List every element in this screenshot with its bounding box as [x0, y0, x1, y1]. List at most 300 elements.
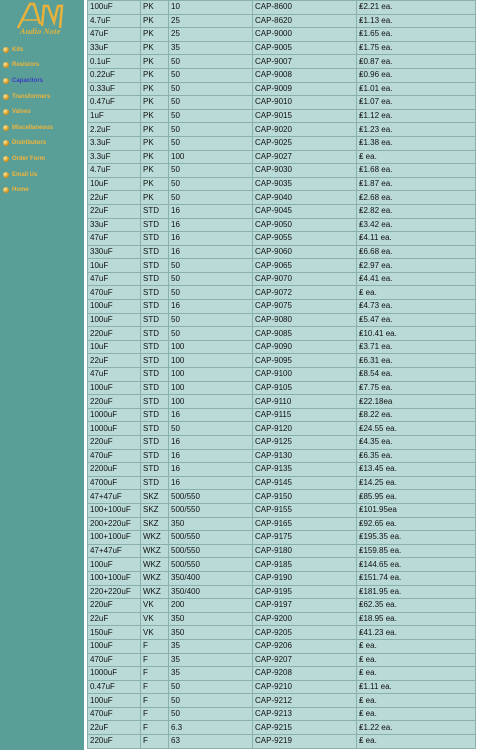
type-cell: PK — [141, 68, 169, 82]
price-cell: ₤1.75 ea. — [357, 41, 476, 55]
voltage-cell: 16 — [169, 476, 253, 490]
part-number-cell: CAP-8620 — [253, 14, 357, 28]
type-cell: PK — [141, 164, 169, 178]
capacitance-cell: 220uF — [88, 327, 141, 341]
price-cell: ₤4.73 ea. — [357, 300, 476, 314]
part-number-cell: CAP-9020 — [253, 123, 357, 137]
capacitance-cell: 3.3uF — [88, 136, 141, 150]
price-cell: ₤1.01 ea. — [357, 82, 476, 96]
part-number-cell: CAP-9215 — [253, 721, 357, 735]
voltage-cell: 10 — [169, 1, 253, 15]
table-row — [88, 82, 476, 96]
table-row — [88, 653, 476, 667]
bullet-icon — [3, 78, 9, 84]
part-number-cell: CAP-9197 — [253, 599, 357, 613]
capacitance-cell: 47uF — [88, 368, 141, 382]
nav-item-miscellaneous[interactable] — [0, 120, 84, 136]
type-cell: STD — [141, 436, 169, 450]
voltage-cell: 100 — [169, 368, 253, 382]
voltage-cell: 50 — [169, 313, 253, 327]
table-row — [88, 28, 476, 42]
type-cell: STD — [141, 300, 169, 314]
table-row — [88, 259, 476, 273]
table-row — [88, 55, 476, 69]
type-cell: F — [141, 707, 169, 721]
type-cell: F — [141, 735, 169, 749]
bullet-icon — [3, 140, 9, 146]
table-row — [88, 422, 476, 436]
price-cell: ₤2.97 ea. — [357, 259, 476, 273]
nav-item-distributors[interactable] — [0, 136, 84, 152]
logo-text: Audio Note — [20, 27, 61, 36]
table-row — [88, 707, 476, 721]
table-row — [88, 721, 476, 735]
part-number-cell: CAP-9120 — [253, 422, 357, 436]
voltage-cell: 16 — [169, 232, 253, 246]
nav-item-transformers[interactable] — [0, 89, 84, 105]
price-cell: ₤7.75 ea. — [357, 381, 476, 395]
type-cell: STD — [141, 463, 169, 477]
part-number-cell: CAP-9050 — [253, 218, 357, 232]
price-cell: ₤14.25 ea. — [357, 476, 476, 490]
audio-note-logo[interactable] — [4, 0, 80, 40]
type-cell: F — [141, 694, 169, 708]
bullet-icon — [3, 156, 9, 162]
capacitance-cell: 470uF — [88, 449, 141, 463]
price-cell: ₤3.71 ea. — [357, 340, 476, 354]
type-cell: STD — [141, 286, 169, 300]
part-number-cell: CAP-9065 — [253, 259, 357, 273]
nav-label: Email Us — [12, 171, 38, 178]
voltage-cell: 350/400 — [169, 571, 253, 585]
nav-item-kits[interactable] — [0, 42, 84, 58]
price-cell: ₤4.11 ea. — [357, 232, 476, 246]
voltage-cell: 16 — [169, 218, 253, 232]
price-cell: ₤41.23 ea. — [357, 626, 476, 640]
part-number-cell: CAP-9090 — [253, 340, 357, 354]
voltage-cell: 63 — [169, 735, 253, 749]
type-cell: F — [141, 667, 169, 681]
price-cell: ₤2.21 ea. — [357, 1, 476, 15]
table-row — [88, 68, 476, 82]
table-row — [88, 463, 476, 477]
part-number-cell: CAP-9205 — [253, 626, 357, 640]
voltage-cell: 16 — [169, 463, 253, 477]
part-number-cell: CAP-9206 — [253, 639, 357, 653]
part-number-cell: CAP-9027 — [253, 150, 357, 164]
capacitance-cell: 100uF — [88, 558, 141, 572]
voltage-cell: 50 — [169, 707, 253, 721]
part-number-cell: CAP-9135 — [253, 463, 357, 477]
table-row — [88, 490, 476, 504]
price-cell: ₤0.87 ea. — [357, 55, 476, 69]
capacitance-cell: 47+47uF — [88, 490, 141, 504]
part-number-cell: CAP-9045 — [253, 204, 357, 218]
nav-label: Capacitors — [12, 77, 44, 84]
price-cell: ₤1.11 ea. — [357, 680, 476, 694]
type-cell: F — [141, 680, 169, 694]
voltage-cell: 50 — [169, 680, 253, 694]
type-cell: STD — [141, 204, 169, 218]
table-row — [88, 476, 476, 490]
content-area — [87, 0, 478, 750]
voltage-cell: 500/550 — [169, 531, 253, 545]
table-row — [88, 191, 476, 205]
voltage-cell: 350 — [169, 612, 253, 626]
table-row — [88, 395, 476, 409]
voltage-cell: 100 — [169, 395, 253, 409]
capacitance-cell: 33uF — [88, 41, 141, 55]
part-number-cell: CAP-9210 — [253, 680, 357, 694]
type-cell: STD — [141, 368, 169, 382]
type-cell: PK — [141, 136, 169, 150]
bullet-icon — [3, 94, 9, 100]
part-number-cell: CAP-9070 — [253, 272, 357, 286]
price-cell: ₤92.65 ea. — [357, 517, 476, 531]
part-number-cell: CAP-9213 — [253, 707, 357, 721]
capacitance-cell: 100+100uF — [88, 503, 141, 517]
nav-item-order-form[interactable] — [0, 151, 84, 167]
type-cell: STD — [141, 259, 169, 273]
type-cell: PK — [141, 41, 169, 55]
table-row — [88, 313, 476, 327]
price-cell: ₤144.65 ea. — [357, 558, 476, 572]
capacitance-cell: 0.1uF — [88, 55, 141, 69]
voltage-cell: 200 — [169, 599, 253, 613]
type-cell: VK — [141, 612, 169, 626]
part-number-cell: CAP-9100 — [253, 368, 357, 382]
table-row — [88, 177, 476, 191]
type-cell: STD — [141, 340, 169, 354]
nav-label: Home — [12, 187, 29, 194]
part-number-cell: CAP-9035 — [253, 177, 357, 191]
type-cell: WKZ — [141, 531, 169, 545]
table-row — [88, 204, 476, 218]
part-number-cell: CAP-9200 — [253, 612, 357, 626]
capacitance-cell: 2.2uF — [88, 123, 141, 137]
voltage-cell: 35 — [169, 639, 253, 653]
part-number-cell: CAP-9010 — [253, 96, 357, 110]
bullet-icon — [3, 109, 9, 115]
part-number-cell: CAP-9175 — [253, 531, 357, 545]
type-cell: F — [141, 639, 169, 653]
table-row — [88, 408, 476, 422]
type-cell: PK — [141, 55, 169, 69]
type-cell: STD — [141, 408, 169, 422]
price-cell: ₤195.35 ea. — [357, 531, 476, 545]
type-cell: STD — [141, 245, 169, 259]
capacitance-cell: 0.47uF — [88, 680, 141, 694]
price-cell: ₤18.95 ea. — [357, 612, 476, 626]
part-number-cell: CAP-9072 — [253, 286, 357, 300]
price-cell: ₤1.23 ea. — [357, 123, 476, 137]
part-number-cell: CAP-9040 — [253, 191, 357, 205]
type-cell: STD — [141, 395, 169, 409]
price-cell: ₤6.68 ea. — [357, 245, 476, 259]
voltage-cell: 35 — [169, 41, 253, 55]
table-row — [88, 667, 476, 681]
price-cell: ₤101.95ea — [357, 503, 476, 517]
part-number-cell: CAP-9207 — [253, 653, 357, 667]
type-cell: WKZ — [141, 558, 169, 572]
capacitance-cell: 220uF — [88, 735, 141, 749]
price-cell: ₤0.96 ea. — [357, 68, 476, 82]
type-cell: STD — [141, 476, 169, 490]
capacitance-cell: 22uF — [88, 721, 141, 735]
voltage-cell: 50 — [169, 55, 253, 69]
part-number-cell: CAP-9025 — [253, 136, 357, 150]
capacitance-cell: 4700uF — [88, 476, 141, 490]
bullet-icon — [3, 172, 9, 178]
capacitance-cell: 0.47uF — [88, 96, 141, 110]
table-row — [88, 544, 476, 558]
table-row — [88, 599, 476, 613]
part-number-cell: CAP-9060 — [253, 245, 357, 259]
type-cell: STD — [141, 327, 169, 341]
table-row — [88, 150, 476, 164]
type-cell: PK — [141, 109, 169, 123]
price-cell: ₤1.68 ea. — [357, 164, 476, 178]
capacitance-cell: 200+220uF — [88, 517, 141, 531]
nav-item-capacitors[interactable] — [0, 73, 84, 89]
capacitance-cell: 470uF — [88, 286, 141, 300]
capacitance-cell: 10uF — [88, 259, 141, 273]
table-row — [88, 109, 476, 123]
capacitance-cell: 100+100uF — [88, 531, 141, 545]
table-row — [88, 272, 476, 286]
price-cell: ₤1.13 ea. — [357, 14, 476, 28]
type-cell: PK — [141, 191, 169, 205]
part-number-cell: CAP-9007 — [253, 55, 357, 69]
table-row — [88, 164, 476, 178]
part-number-cell: CAP-9115 — [253, 408, 357, 422]
type-cell: STD — [141, 354, 169, 368]
capacitance-cell: 100uF — [88, 1, 141, 15]
price-cell: ₤5.47 ea. — [357, 313, 476, 327]
voltage-cell: 16 — [169, 408, 253, 422]
voltage-cell: 100 — [169, 150, 253, 164]
voltage-cell: 500/550 — [169, 503, 253, 517]
bullet-icon — [3, 187, 9, 193]
capacitance-cell: 100uF — [88, 694, 141, 708]
nav-label: Resistors — [12, 62, 40, 69]
table-row — [88, 680, 476, 694]
voltage-cell: 50 — [169, 96, 253, 110]
voltage-cell: 50 — [169, 68, 253, 82]
part-number-cell: CAP-9110 — [253, 395, 357, 409]
nav-item-email-us[interactable] — [0, 167, 84, 183]
price-cell: ₤ ea. — [357, 150, 476, 164]
voltage-cell: 35 — [169, 653, 253, 667]
capacitance-cell: 47uF — [88, 28, 141, 42]
type-cell: STD — [141, 272, 169, 286]
voltage-cell: 50 — [169, 694, 253, 708]
table-row — [88, 381, 476, 395]
table-row — [88, 286, 476, 300]
voltage-cell: 100 — [169, 354, 253, 368]
capacitance-cell: 22uF — [88, 612, 141, 626]
price-cell: ₤ ea. — [357, 735, 476, 749]
nav-menu — [0, 42, 84, 198]
table-row — [88, 436, 476, 450]
part-number-cell: CAP-9080 — [253, 313, 357, 327]
type-cell: WKZ — [141, 571, 169, 585]
price-cell: ₤24.55 ea. — [357, 422, 476, 436]
type-cell: PK — [141, 96, 169, 110]
voltage-cell: 50 — [169, 327, 253, 341]
part-number-cell: CAP-9015 — [253, 109, 357, 123]
price-cell: ₤13.45 ea. — [357, 463, 476, 477]
type-cell: PK — [141, 150, 169, 164]
price-cell: ₤85.95 ea. — [357, 490, 476, 504]
voltage-cell: 500/550 — [169, 544, 253, 558]
price-cell: ₤1.38 ea. — [357, 136, 476, 150]
voltage-cell: 50 — [169, 123, 253, 137]
table-row — [88, 368, 476, 382]
nav-label: Distributors — [12, 140, 47, 147]
type-cell: PK — [141, 177, 169, 191]
capacitance-cell: 100uF — [88, 313, 141, 327]
price-cell: ₤151.74 ea. — [357, 571, 476, 585]
part-number-cell: CAP-9030 — [253, 164, 357, 178]
table-row — [88, 449, 476, 463]
capacitance-cell: 100+100uF — [88, 571, 141, 585]
voltage-cell: 50 — [169, 191, 253, 205]
table-row — [88, 735, 476, 749]
part-number-cell: CAP-9190 — [253, 571, 357, 585]
part-number-cell: CAP-9195 — [253, 585, 357, 599]
price-cell: ₤ ea. — [357, 286, 476, 300]
type-cell: STD — [141, 381, 169, 395]
type-cell: SKZ — [141, 503, 169, 517]
price-cell: ₤1.07 ea. — [357, 96, 476, 110]
table-row — [88, 503, 476, 517]
part-number-cell: CAP-9008 — [253, 68, 357, 82]
price-cell: ₤8.54 ea. — [357, 368, 476, 382]
voltage-cell: 16 — [169, 436, 253, 450]
table-row — [88, 327, 476, 341]
price-cell: ₤4.41 ea. — [357, 272, 476, 286]
price-cell: ₤ ea. — [357, 667, 476, 681]
price-cell: ₤ ea. — [357, 639, 476, 653]
voltage-cell: 100 — [169, 340, 253, 354]
price-cell: ₤ ea. — [357, 707, 476, 721]
capacitance-cell: 22uF — [88, 191, 141, 205]
nav-label: Valves — [12, 109, 31, 116]
capacitance-cell: 4.7uF — [88, 14, 141, 28]
capacitance-cell: 220+220uF — [88, 585, 141, 599]
table-row — [88, 1, 476, 15]
capacitance-cell: 0.22uF — [88, 68, 141, 82]
voltage-cell: 50 — [169, 259, 253, 273]
voltage-cell: 350 — [169, 517, 253, 531]
price-cell: ₤62.35 ea. — [357, 599, 476, 613]
type-cell: PK — [141, 28, 169, 42]
type-cell: SKZ — [141, 490, 169, 504]
table-row — [88, 354, 476, 368]
voltage-cell: 6.3 — [169, 721, 253, 735]
table-row — [88, 14, 476, 28]
type-cell: PK — [141, 1, 169, 15]
capacitance-cell: 47uF — [88, 232, 141, 246]
table-row — [88, 232, 476, 246]
capacitance-cell: 2200uF — [88, 463, 141, 477]
capacitance-cell: 330uF — [88, 245, 141, 259]
capacitance-cell: 150uF — [88, 626, 141, 640]
price-cell: ₤ ea. — [357, 653, 476, 667]
nav-label: Order Form — [12, 155, 46, 162]
capacitance-cell: 47+47uF — [88, 544, 141, 558]
capacitance-cell: 220uF — [88, 395, 141, 409]
part-number-cell: CAP-9055 — [253, 232, 357, 246]
type-cell: PK — [141, 14, 169, 28]
part-number-cell: CAP-9165 — [253, 517, 357, 531]
price-cell: ₤22.18ea — [357, 395, 476, 409]
type-cell: STD — [141, 232, 169, 246]
capacitance-cell: 0.33uF — [88, 82, 141, 96]
nav-label: Miscellaneous — [12, 124, 54, 131]
nav-label: Kits — [12, 46, 24, 53]
capacitance-cell: 1uF — [88, 109, 141, 123]
part-number-cell: CAP-9005 — [253, 41, 357, 55]
voltage-cell: 50 — [169, 164, 253, 178]
type-cell: SKZ — [141, 517, 169, 531]
type-cell: WKZ — [141, 544, 169, 558]
voltage-cell: 25 — [169, 14, 253, 28]
price-cell: ₤181.95 ea. — [357, 585, 476, 599]
table-row — [88, 340, 476, 354]
voltage-cell: 50 — [169, 422, 253, 436]
table-row — [88, 136, 476, 150]
nav-item-home[interactable] — [0, 182, 84, 198]
price-cell: ₤1.12 ea. — [357, 109, 476, 123]
voltage-cell: 50 — [169, 272, 253, 286]
voltage-cell: 50 — [169, 109, 253, 123]
price-cell: ₤8.22 ea. — [357, 408, 476, 422]
capacitance-cell: 22uF — [88, 204, 141, 218]
capacitance-cell: 1000uF — [88, 408, 141, 422]
table-row — [88, 558, 476, 572]
part-number-cell: CAP-9105 — [253, 381, 357, 395]
price-cell: ₤1.22 ea. — [357, 721, 476, 735]
table-row — [88, 41, 476, 55]
capacitance-cell: 100uF — [88, 639, 141, 653]
capacitance-cell: 1000uF — [88, 667, 141, 681]
nav-item-valves[interactable] — [0, 104, 84, 120]
voltage-cell: 50 — [169, 286, 253, 300]
table-row — [88, 96, 476, 110]
voltage-cell: 500/550 — [169, 490, 253, 504]
type-cell: PK — [141, 123, 169, 137]
type-cell: STD — [141, 313, 169, 327]
price-cell: ₤1.87 ea. — [357, 177, 476, 191]
capacitance-cell: 470uF — [88, 653, 141, 667]
table-row — [88, 585, 476, 599]
nav-label: Transformers — [12, 93, 51, 100]
part-number-cell: CAP-9075 — [253, 300, 357, 314]
table-row — [88, 639, 476, 653]
part-number-cell: CAP-9095 — [253, 354, 357, 368]
type-cell: WKZ — [141, 585, 169, 599]
sidebar — [0, 0, 84, 750]
voltage-cell: 50 — [169, 136, 253, 150]
nav-item-resistors[interactable] — [0, 58, 84, 74]
voltage-cell: 16 — [169, 300, 253, 314]
part-number-cell: CAP-9009 — [253, 82, 357, 96]
part-number-cell: CAP-9212 — [253, 694, 357, 708]
table-row — [88, 626, 476, 640]
price-cell: ₤159.85 ea. — [357, 544, 476, 558]
